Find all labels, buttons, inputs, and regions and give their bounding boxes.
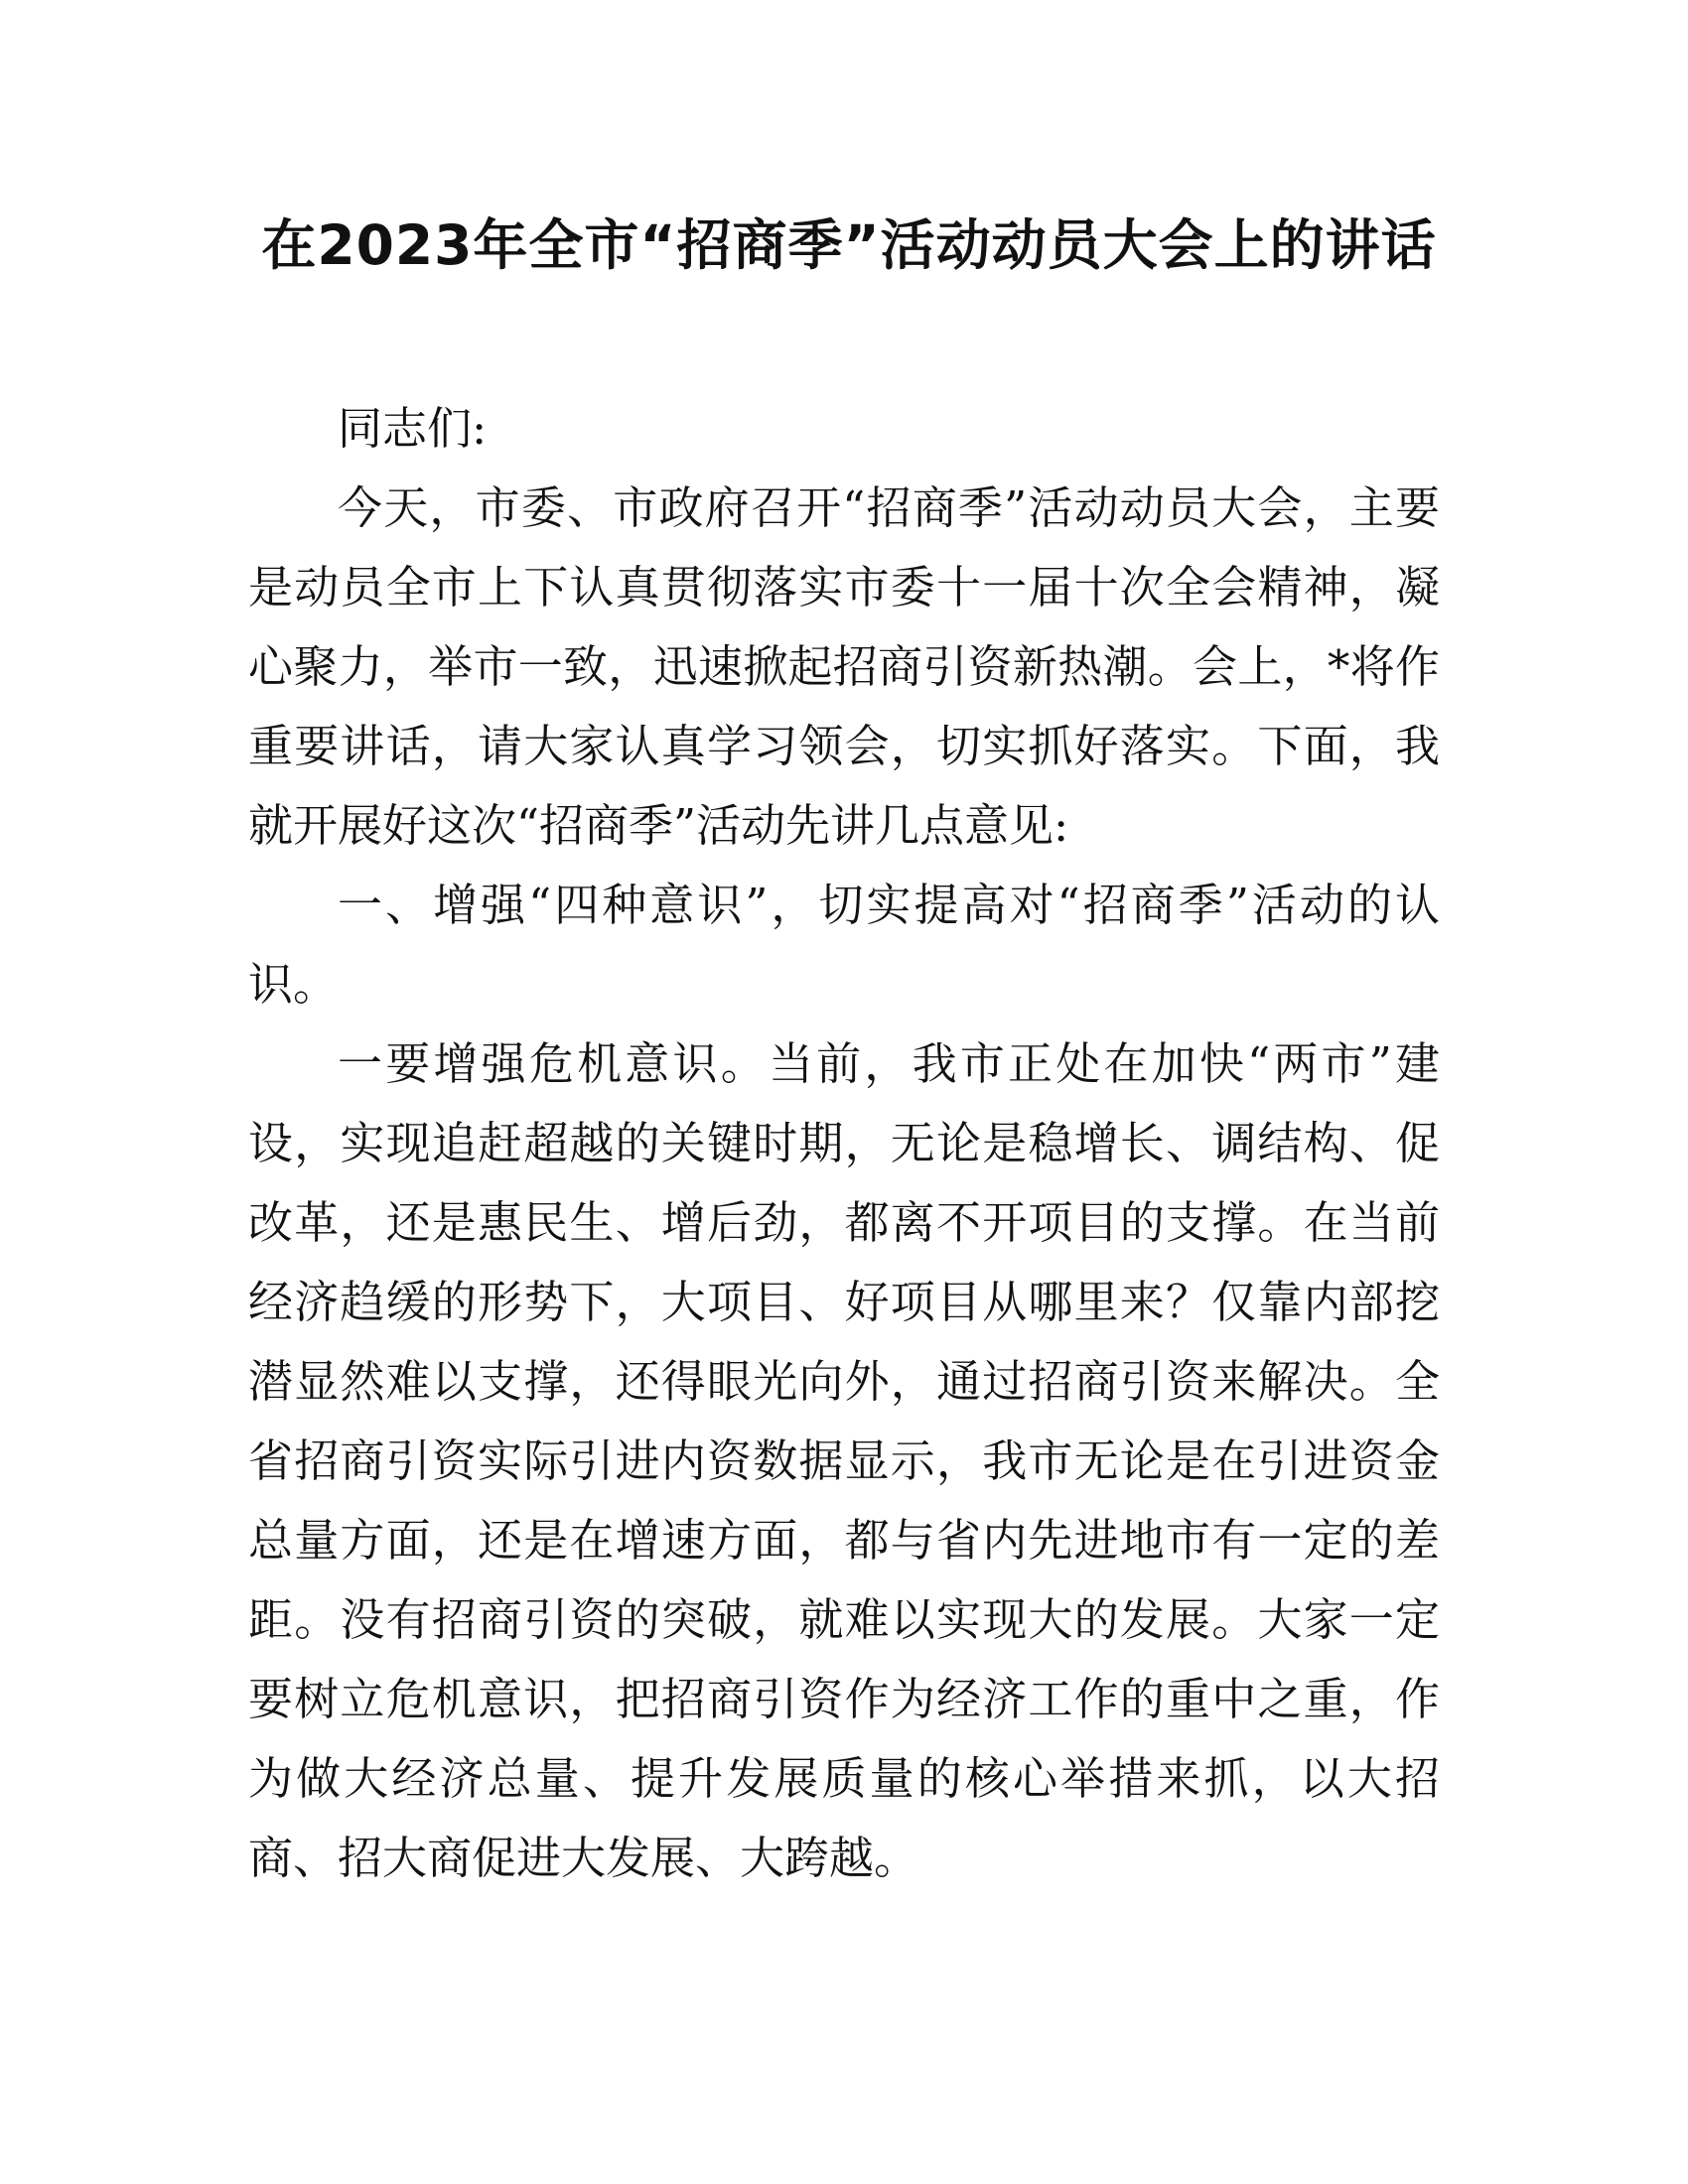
document-title: 在2023年全市“招商季”活动动员大会上的讲话	[261, 213, 1437, 277]
section-heading-1: 一、增强“四种意识”，切实提高对“招商季”活动的认识。	[248, 879, 1440, 1011]
paragraph-crisis-awareness: 一要增强危机意识。当前，我市正处在加快“两市”建设，实现追赶超越的关键时期，无论是稳增长、调结构、促改革，还是惠民生、增后劲，都离不开项目的支撑。在当前经济趋缓的形势下，大项目、好项目从哪里来？仅靠内部挖潜显然难以支撑，还得眼光向外，通过招商引资来解决。全省招商引资实际引进内资数据显示，我市无论是在引进资金总量方面，还是在增速方面，都与省内先进地市有一定的差距。没有招商引资的突破，就难以实现大的发展。大家一定要树立危机意识，把招商引资作为经济工作的重中之重，作为做大经济总量、提升发展质量的核心举措来抓，以大招商、招大商促进大发展、大跨越。	[248, 1037, 1440, 1884]
paragraph-intro: 今天，市委、市政府召开“招商季”活动动员大会，主要是动员全市上下认真贯彻落实市委十一届十次全会精神，凝心聚力，举市一致，迅速掀起招商引资新热潮。会上，*将作重要讲话，请大家认真学习领会，切实抓好落实。下面，我就开展好这次“招商季”活动先讲几点意见:	[248, 481, 1440, 852]
salutation: 同志们:	[338, 402, 488, 455]
